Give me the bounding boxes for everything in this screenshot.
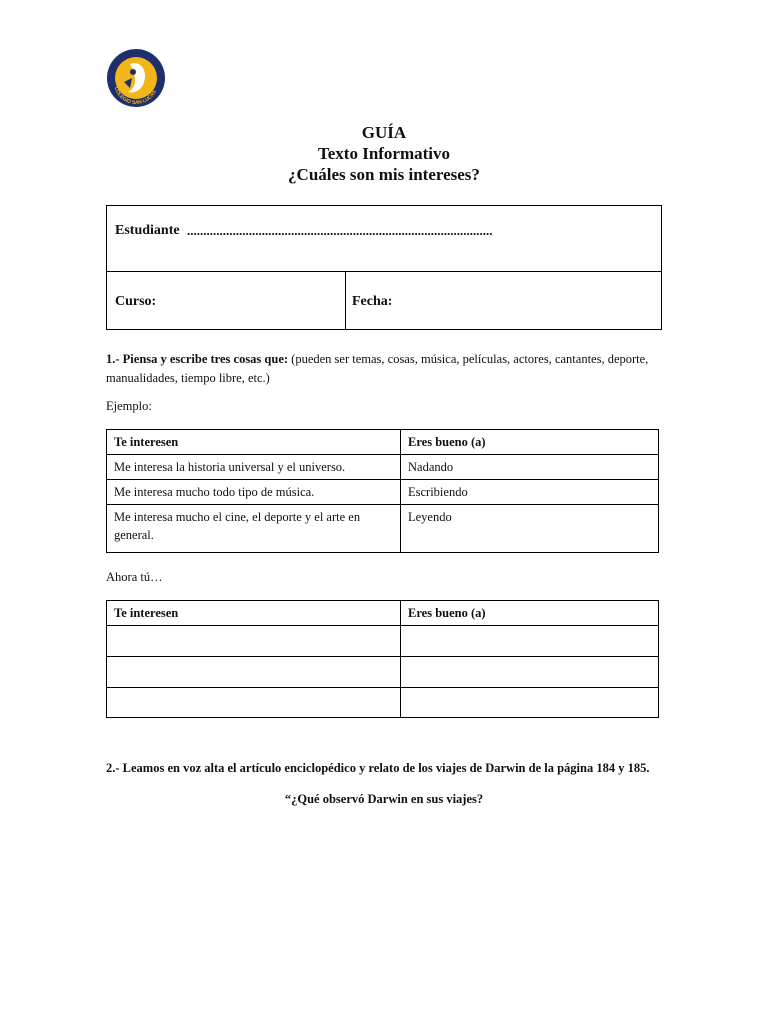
table-cell: Escribiendo	[401, 480, 659, 505]
answer-cell[interactable]	[107, 657, 401, 688]
student-name-field[interactable]: ..............................................................................................	[187, 223, 493, 238]
student-label: Estudiante	[115, 223, 180, 238]
page-subtitle: Texto Informativo	[317, 144, 451, 163]
example-label: Ejemplo:	[106, 399, 152, 413]
table-header-row	[107, 430, 659, 455]
question-2: 2.- Leamos en voz alta el artículo enciclopédico y relato de los viajes de Darwin de la página 184 y 185.	[106, 761, 650, 775]
answer-cell[interactable]	[401, 688, 659, 718]
date-label: Fecha:	[352, 294, 393, 309]
svg-text:COLEGIO SAN LUCAS: COLEGIO SAN LUCAS	[112, 86, 158, 107]
question-2-subquestion: “¿Qué observó Darwin en sus viajes?	[284, 792, 484, 806]
table-cell: Me interesa mucho el cine, el deporte y el arte en general.	[107, 505, 401, 553]
header-eres-bueno: Eres bueno (a)	[401, 601, 659, 626]
answer-cell[interactable]	[401, 626, 659, 657]
table-row	[107, 505, 659, 553]
table-header-row	[107, 601, 659, 626]
table-cell: Me interesa la historia universal y el universo.	[107, 455, 401, 480]
question-1-bold: 1.- Piensa y escribe tres cosas que:	[106, 352, 289, 366]
table-cell: Leyendo	[401, 505, 659, 553]
course-label: Curso:	[115, 294, 157, 309]
header	[0, 122, 768, 185]
table-row	[107, 657, 659, 688]
header-eres-bueno: Eres bueno (a)	[401, 430, 659, 455]
answer-cell[interactable]	[401, 657, 659, 688]
student-row	[107, 206, 661, 272]
question-1	[106, 350, 666, 388]
school-logo	[106, 48, 166, 108]
cell-divider	[345, 272, 346, 329]
answer-cell[interactable]	[107, 688, 401, 718]
table-row	[107, 480, 659, 505]
table-cell: Me interesa mucho todo tipo de música.	[107, 480, 401, 505]
student-info-box	[106, 205, 662, 330]
answer-cell[interactable]	[107, 626, 401, 657]
header-te-interesen: Te interesen	[107, 601, 401, 626]
table-cell: Nadando	[401, 455, 659, 480]
table-row	[107, 688, 659, 718]
page-title: GUÍA	[361, 123, 407, 142]
table-row	[107, 626, 659, 657]
course-date-row	[107, 272, 661, 329]
page-question: ¿Cuáles son mis intereses?	[288, 165, 480, 184]
now-you-label: Ahora tú…	[106, 570, 163, 584]
answer-table	[106, 600, 659, 718]
header-te-interesen: Te interesen	[107, 430, 401, 455]
example-table	[106, 429, 659, 553]
question-1-rest: (pueden ser temas, cosas, música, películas, actores, cantantes, deporte, manualidades, tiempo libre, etc.)	[106, 352, 649, 385]
table-row	[107, 455, 659, 480]
